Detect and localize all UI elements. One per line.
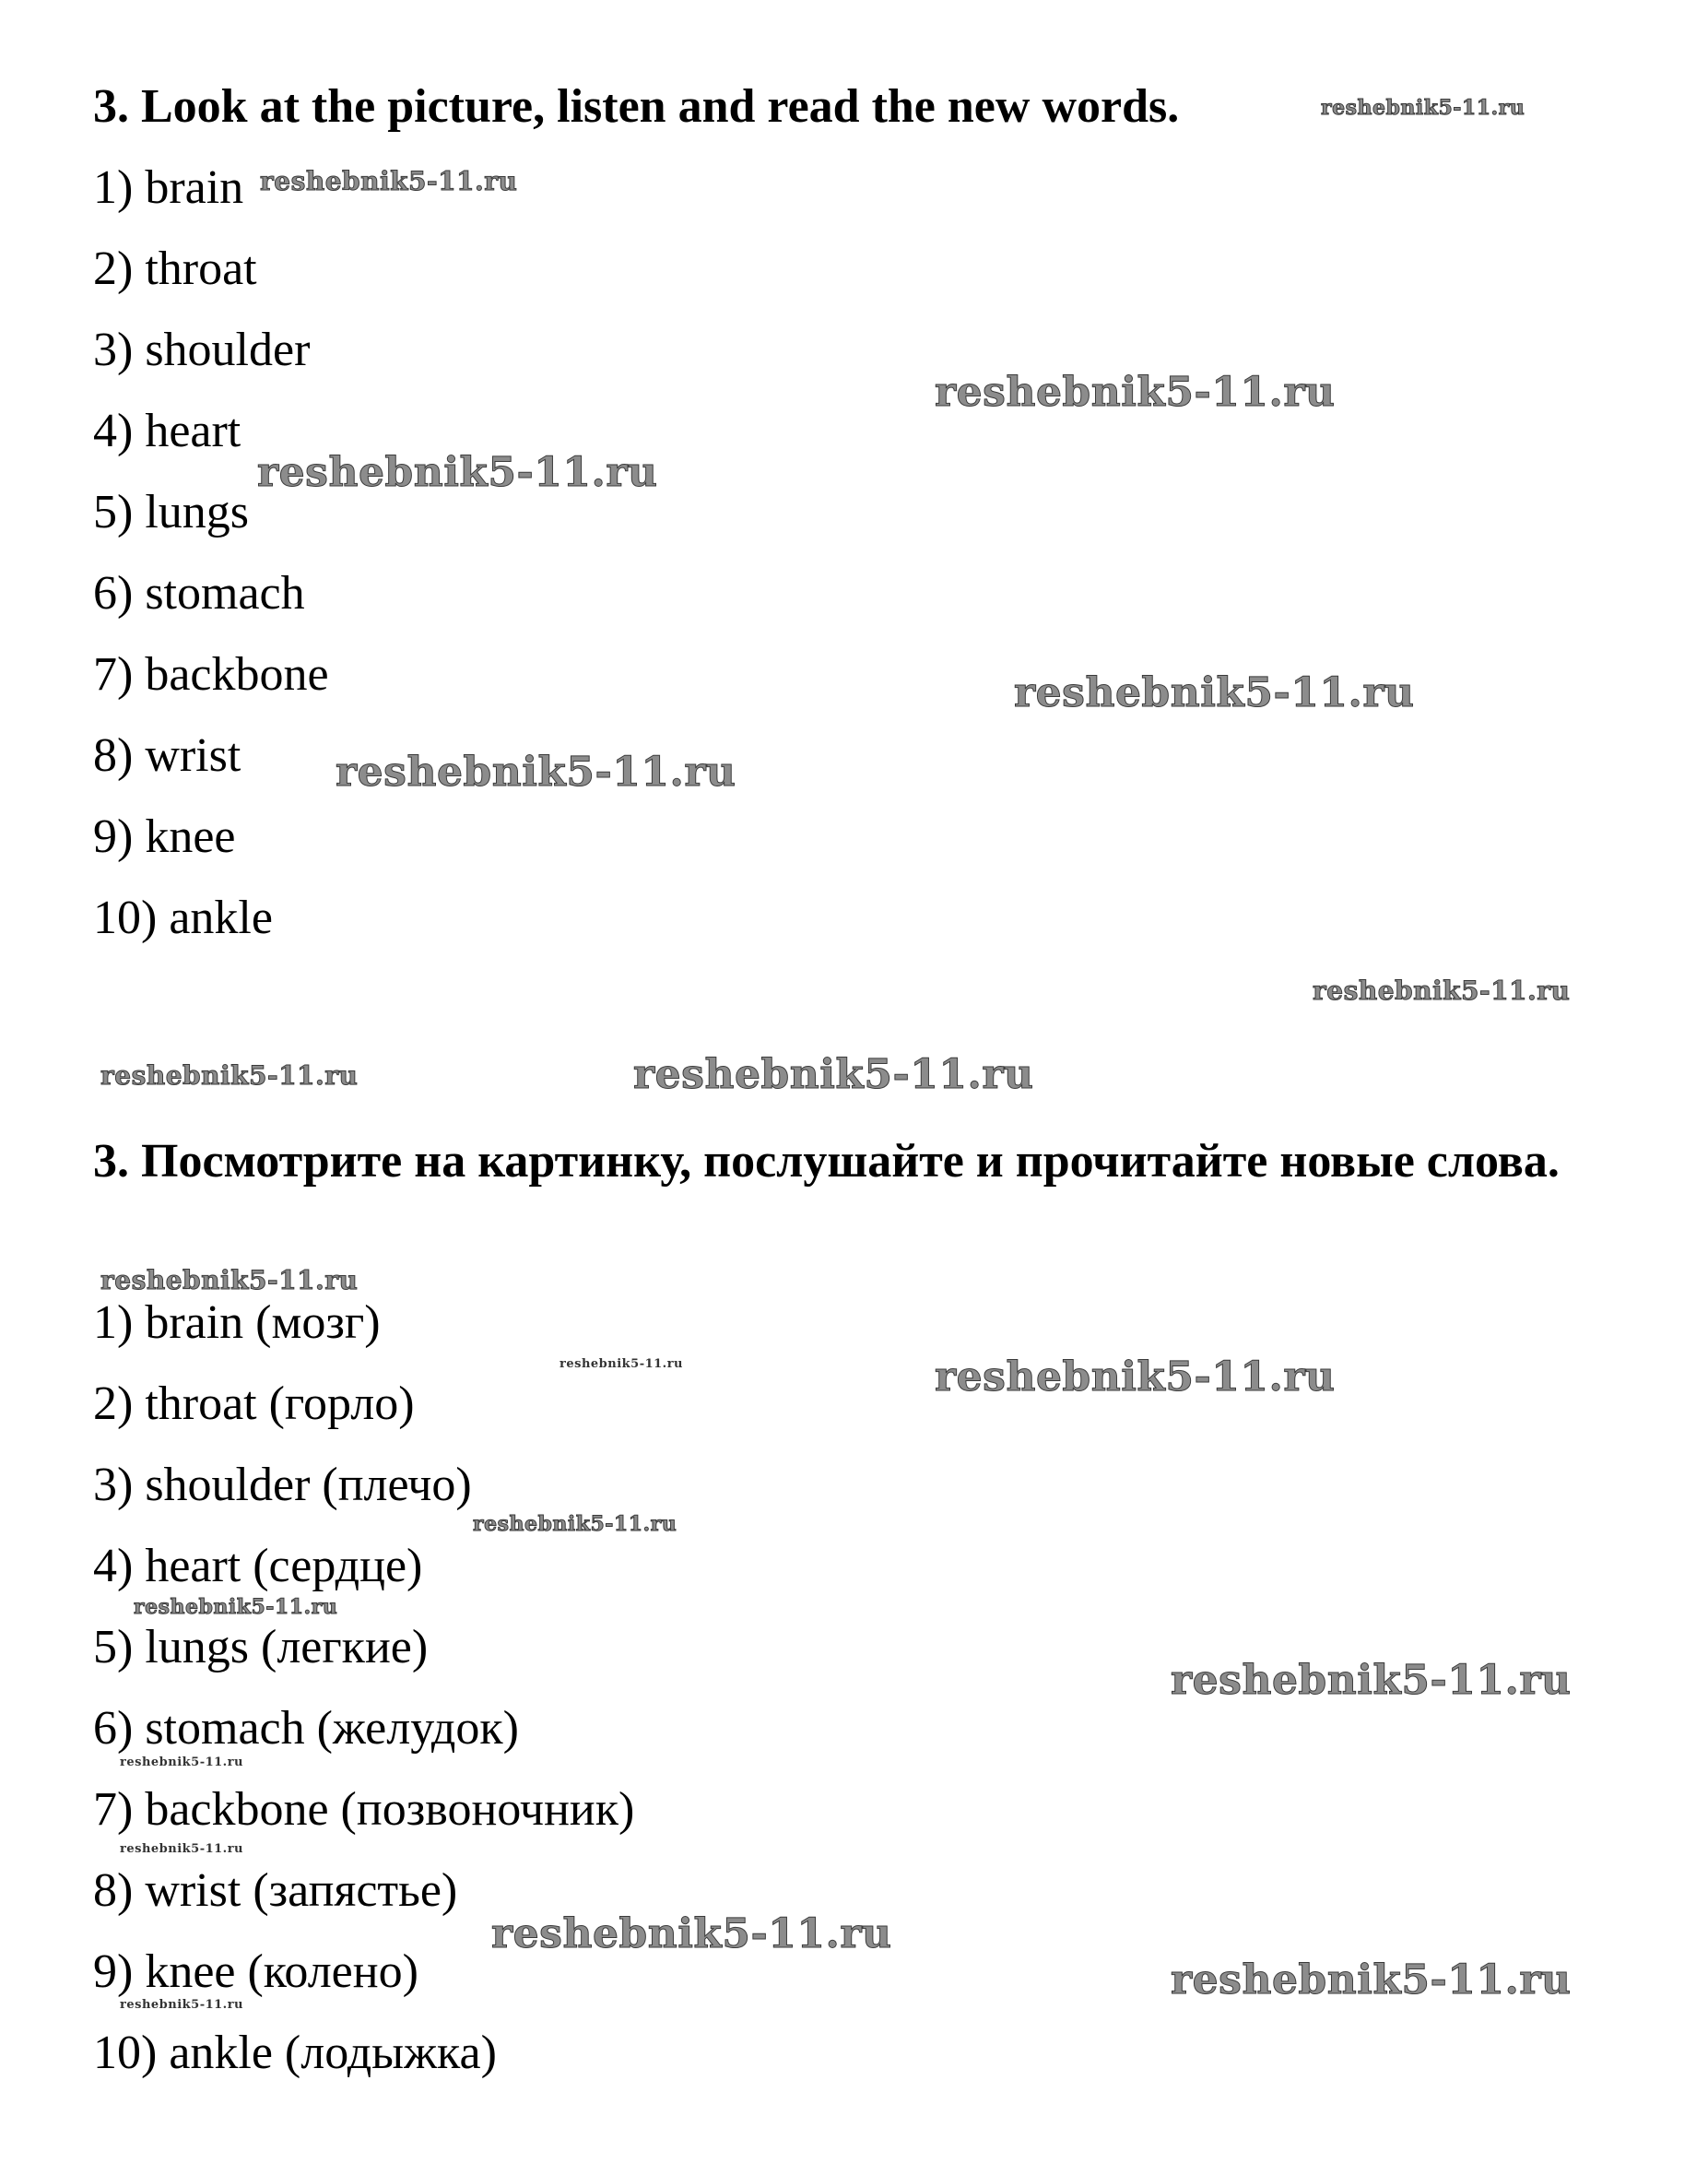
exercise-heading-russian: 3. Посмотрите на картинку, послушайте и прочитайте новые слова. bbox=[93, 1135, 1560, 1188]
exercise-heading-english: 3. Look at the picture, listen and read the new words. bbox=[93, 80, 1180, 133]
list-item: 4) heart bbox=[93, 405, 241, 457]
watermark: reshebnik5-11.ru bbox=[1014, 669, 1415, 716]
watermark: reshebnik5-11.ru bbox=[1321, 96, 1525, 120]
list-item: 5) lungs (легкие) bbox=[93, 1621, 429, 1673]
list-item: 10) ankle bbox=[93, 892, 273, 944]
list-item: 2) throat bbox=[93, 242, 257, 295]
list-item: 7) backbone (позвоночник) bbox=[93, 1783, 635, 1836]
list-item: 7) backbone bbox=[93, 648, 329, 701]
list-item: 3) shoulder (плечо) bbox=[93, 1459, 472, 1511]
watermark: reshebnik5-11.ru bbox=[473, 1512, 677, 1536]
list-item: 1) brain (мозг) bbox=[93, 1296, 381, 1349]
list-item: 4) heart (сердце) bbox=[93, 1540, 423, 1592]
list-item: 8) wrist bbox=[93, 729, 241, 782]
watermark: reshebnik5-11.ru bbox=[120, 1998, 244, 2012]
watermark: reshebnik5-11.ru bbox=[1171, 1657, 1572, 1704]
watermark: reshebnik5-11.ru bbox=[1171, 1956, 1572, 2004]
list-item: 1) brain bbox=[93, 161, 244, 214]
watermark: reshebnik5-11.ru bbox=[633, 1051, 1034, 1098]
watermark: reshebnik5-11.ru bbox=[1313, 975, 1571, 1006]
watermark: reshebnik5-11.ru bbox=[560, 1357, 684, 1371]
watermark: reshebnik5-11.ru bbox=[260, 166, 518, 196]
word-list-russian bbox=[93, 1283, 634, 2094]
list-item: 10) ankle (лодыжка) bbox=[93, 2027, 497, 2079]
list-item: 6) stomach (желудок) bbox=[93, 1702, 519, 1755]
list-item: 2) throat (горло) bbox=[93, 1377, 415, 1430]
watermark: reshebnik5-11.ru bbox=[935, 369, 1336, 416]
watermark: reshebnik5-11.ru bbox=[100, 1265, 359, 1295]
watermark: reshebnik5-11.ru bbox=[336, 749, 736, 796]
watermark: reshebnik5-11.ru bbox=[935, 1353, 1336, 1401]
list-item: 6) stomach bbox=[93, 567, 305, 620]
list-item: 9) knee (колено) bbox=[93, 1945, 418, 1998]
watermark: reshebnik5-11.ru bbox=[120, 1842, 244, 1856]
watermark: reshebnik5-11.ru bbox=[120, 1755, 244, 1769]
list-item: 8) wrist (запястье) bbox=[93, 1864, 458, 1917]
list-item: 5) lungs bbox=[93, 486, 249, 538]
watermark: reshebnik5-11.ru bbox=[257, 449, 658, 496]
list-item: 3) shoulder bbox=[93, 324, 311, 376]
watermark: reshebnik5-11.ru bbox=[134, 1595, 338, 1619]
word-list-english bbox=[93, 148, 329, 959]
watermark: reshebnik5-11.ru bbox=[491, 1910, 892, 1957]
watermark: reshebnik5-11.ru bbox=[100, 1060, 359, 1091]
list-item: 9) knee bbox=[93, 810, 236, 863]
